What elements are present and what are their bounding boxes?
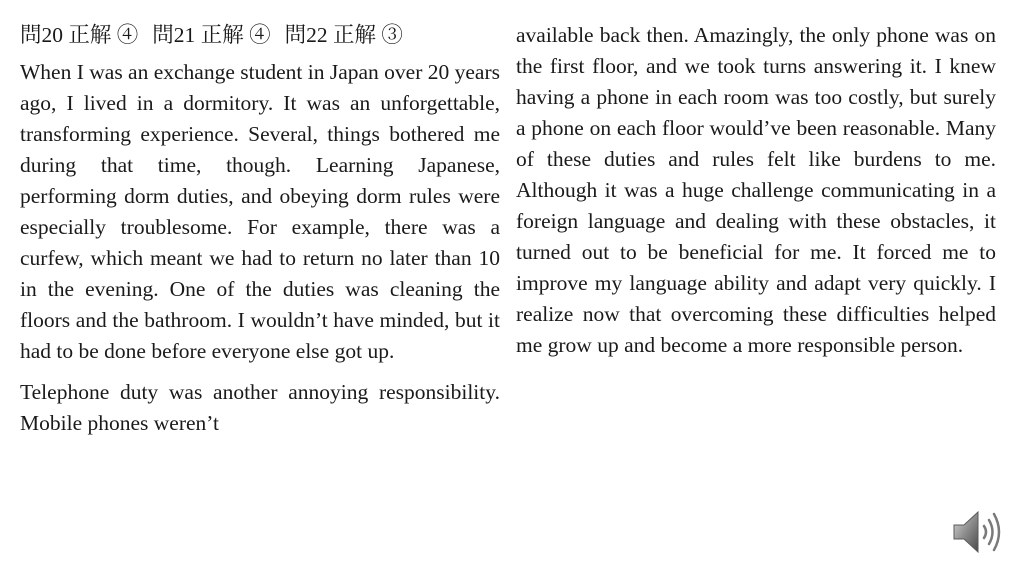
answer-choice: ④ xyxy=(249,23,271,47)
answer-result: 正解 xyxy=(332,23,376,47)
answer-22 xyxy=(285,23,403,47)
answer-result: 正解 xyxy=(200,23,244,47)
answer-question: 問22 xyxy=(284,23,328,47)
answer-choice: ④ xyxy=(116,23,139,47)
right-column xyxy=(516,20,996,361)
answer-21 xyxy=(152,23,270,47)
passage-paragraph-2-end: available back then. Amazingly, the only phone was on the first floor, and we took turns answering it. I knew having a phone in each room was too costly, but surely a phone on each floor would’ve been reasonable. Many of these duties and rules felt like burdens to me. Although it was a huge challenge communicating in a foreign language and dealing with these obstacles, it turned out to be beneficial for me. It forced me to improve my language ability and adapt very quickly. I realize now that overcoming these difficulties helped me grow up and become a more responsible person. xyxy=(516,23,996,357)
answer-question: 問21 xyxy=(152,23,196,47)
left-column xyxy=(20,20,500,439)
passage-paragraph-2-start: Telephone duty was another annoying responsibility. Mobile phones weren’t xyxy=(20,380,500,435)
answer-result: 正解 xyxy=(68,23,112,47)
answer-20 xyxy=(20,23,138,47)
speaker-icon[interactable] xyxy=(950,506,1006,558)
answer-key xyxy=(20,20,500,51)
answer-choice: ③ xyxy=(381,23,403,47)
answer-question: 問20 xyxy=(20,23,64,47)
speaker-icon-graphic xyxy=(950,506,1006,558)
passage-paragraph-1: When I was an exchange student in Japan over 20 years ago, I lived in a dormitory. It was an unforgettable, transforming experience. Several, things bothered me during that time, though. Learning Japanese, performing dorm duties, and obeying dorm rules were especially troublesome. For example, there was a curfew, which meant we had to return no later than 10 in the evening. One of the duties was cleaning the floors and the bathroom. I wouldn’t have minded, but it had to be done before everyone else got up. xyxy=(20,60,500,363)
